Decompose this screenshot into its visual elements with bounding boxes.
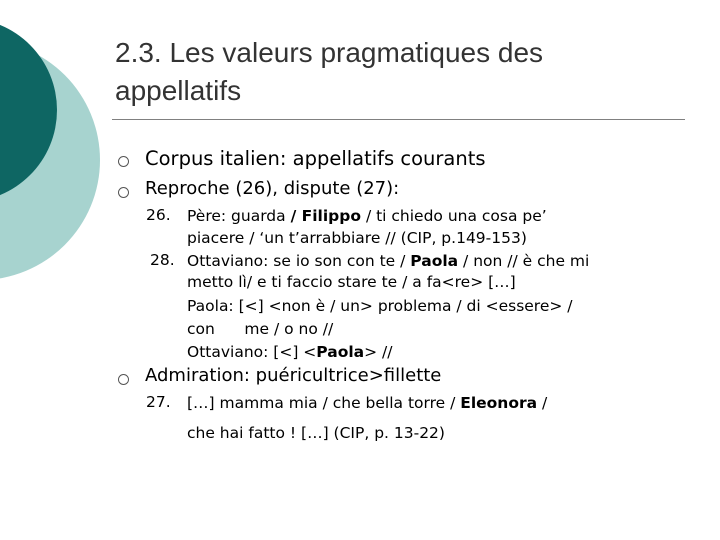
bullet-text-3: Admiration: puéricultrice>fillette	[145, 365, 442, 386]
example-27-bold: Eleonora	[460, 394, 538, 412]
example-26-line-2: piacere / ‘un t’arrabbiare // (CIP, p.149-153)	[187, 229, 527, 247]
example-number-26: 26.	[146, 206, 171, 224]
bullet-icon	[118, 374, 129, 385]
example-26-bold: / Filippo	[290, 207, 362, 225]
example-28-text-c: Ottaviano: [<] <	[187, 343, 317, 361]
example-28-bold: Paola	[410, 252, 459, 270]
example-27-text-a: […] mamma mia / che bella torre /	[187, 394, 461, 412]
example-26-line-1	[187, 206, 547, 226]
bullet-icon	[118, 187, 129, 198]
example-28-line-3: Paola: [<] <non è / un> problema / di <essere> /	[187, 297, 573, 315]
bullet-icon	[118, 156, 129, 167]
example-27-line-1	[187, 393, 547, 413]
example-27-text-b: /	[537, 394, 548, 412]
decorative-circles	[0, 0, 110, 300]
example-28-bold-2: Paola	[316, 343, 365, 361]
example-27-line-2: che hai fatto ! […] (CIP, p. 13-22)	[187, 424, 445, 442]
example-28-text-a: Ottaviano: se io son con te /	[187, 252, 411, 270]
slide-title-line-2: appellatifs	[115, 75, 242, 106]
bullet-text-1: Corpus italien: appellatifs courants	[145, 147, 486, 170]
example-28-line-2: metto lì/ e ti faccio stare te / a fa<re> […]	[187, 273, 516, 291]
example-28-line-4: con me / o no //	[187, 320, 334, 338]
example-number-28: 28.	[150, 251, 175, 269]
example-26-text-a: Père: guarda	[187, 207, 291, 225]
example-28-text-d: > //	[364, 343, 393, 361]
example-28-text-b: / non // è che mi	[458, 252, 590, 270]
slide-title-line-1: 2.3. Les valeurs pragmatiques des	[115, 37, 544, 68]
example-26-text-b: / ti chiedo una cosa pe’	[361, 207, 547, 225]
example-number-27: 27.	[146, 393, 171, 411]
bullet-text-2: Reproche (26), dispute (27):	[145, 178, 400, 199]
example-28-line-1	[187, 251, 589, 271]
example-28-line-5	[187, 342, 392, 362]
title-divider	[112, 119, 685, 120]
slide-title	[115, 34, 695, 110]
